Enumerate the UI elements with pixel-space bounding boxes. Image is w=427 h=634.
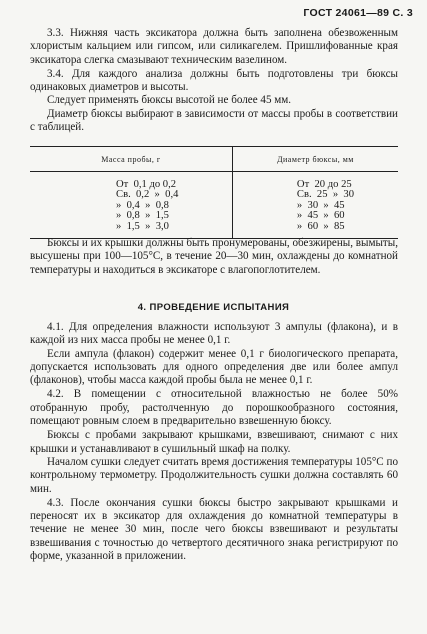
diameter-row: » 45 » 60 — [296, 210, 345, 222]
text-block-top — [30, 27, 398, 134]
mass-row: От 0,1 до 0,2 — [116, 179, 177, 190]
paragraph-3-4-a: 3.4. Для каждого анализа должны быть подготовлены три бюксы одинаковых диаметров и высоты. — [30, 67, 398, 94]
mass-row: » 0,4 » 0,8 — [116, 199, 169, 211]
table-header-diameter: Диаметр бюксы, мм — [232, 147, 398, 172]
diameter-column — [232, 172, 398, 239]
mass-diameter-table — [30, 146, 398, 239]
diameter-row: » 60 » 85 — [296, 220, 345, 232]
section-heading: 4. ПРОВЕДЕНИЕ ИСПЫТАНИЯ — [137, 302, 290, 313]
paragraph-4-2-b: Бюксы с пробами закрывают крышками, взвешивают, снимают с них крышки и устанавливают в сушильный шкаф на полку. — [30, 429, 398, 455]
text-block-after-table — [30, 237, 398, 277]
diameter-row: От 20 до 25 — [296, 179, 352, 190]
paragraph-4-1-b: Если ампула (флакон) содержит менее 0,1 г биологического препарата, допускается использовать для одного определения две или более ампул (флаконов), чтобы масса каждой пробы была не менее 0,1 г. — [30, 347, 398, 387]
paragraph-3-4-b: Следует применять бюксы высотой не более 45 мм. — [47, 94, 292, 107]
mass-row: » 1,5 » 3,0 — [116, 220, 169, 232]
paragraph-3-4-c: Диаметр бюксы выбирают в зависимости от массы пробы в соответствии с таблицей. — [30, 107, 398, 134]
paragraph-after-table: Бюксы и их крышки должны быть пронумерованы, обезжирены, вымыты, высушены при 100—105°С, в течение 20—30 мин, охлаждены до комнатной температуры и находиться в эксикаторе с влагопоглотителем. — [30, 237, 399, 276]
text-block-section-4 — [30, 321, 398, 563]
page-header: ГОСТ 24061—89 С. 3 — [303, 7, 413, 19]
diameter-row: » 30 » 45 — [296, 199, 345, 211]
paragraph-4-1-a: 4.1. Для определения влажности используют 3 ампулы (флакона), и в каждой из них масса пробы не менее 0,1 г. — [30, 321, 398, 347]
mass-row: Св. 0,2 » 0,4 — [116, 189, 179, 201]
diameter-row: Св. 25 » 30 — [296, 189, 355, 201]
paragraph-3-3: 3.3. Нижняя часть эксикатора должна быть заполнена обезвоженным хлористым кальцием или гипсом, или силикагелем. Пришлифованные края эксикатора слегка смазывают техническим вазелином. — [30, 27, 398, 66]
mass-row: » 0,8 » 1,5 — [116, 210, 169, 222]
mass-column — [30, 172, 232, 239]
paragraph-4-2-c: Началом сушки следует считать время достижения температуры 105°С по контрольному термометру. Продолжительность сушки должна составлять 60 мин. — [30, 455, 398, 495]
table-header-mass: Масса пробы, г — [30, 147, 232, 172]
paragraph-4-2-a: 4.2. В помещении с относительной влажностью не более 50% отобранную пробу, растолченную до порошкообразного состояния, помещают ровным слоем в предварительно взвешенную бюксу. — [30, 388, 398, 428]
paragraph-4-3: 4.3. После окончания сушки бюксы быстро закрывают крышками и переносят их в эксикатор для охлаждения до комнатной температуры в течение не менее 30 мин, после чего бюксы взвешивают и результаты взвешивания с точностью до четвертого десятичного знака регистрируют по форме, указанной в приложении. — [30, 496, 398, 563]
